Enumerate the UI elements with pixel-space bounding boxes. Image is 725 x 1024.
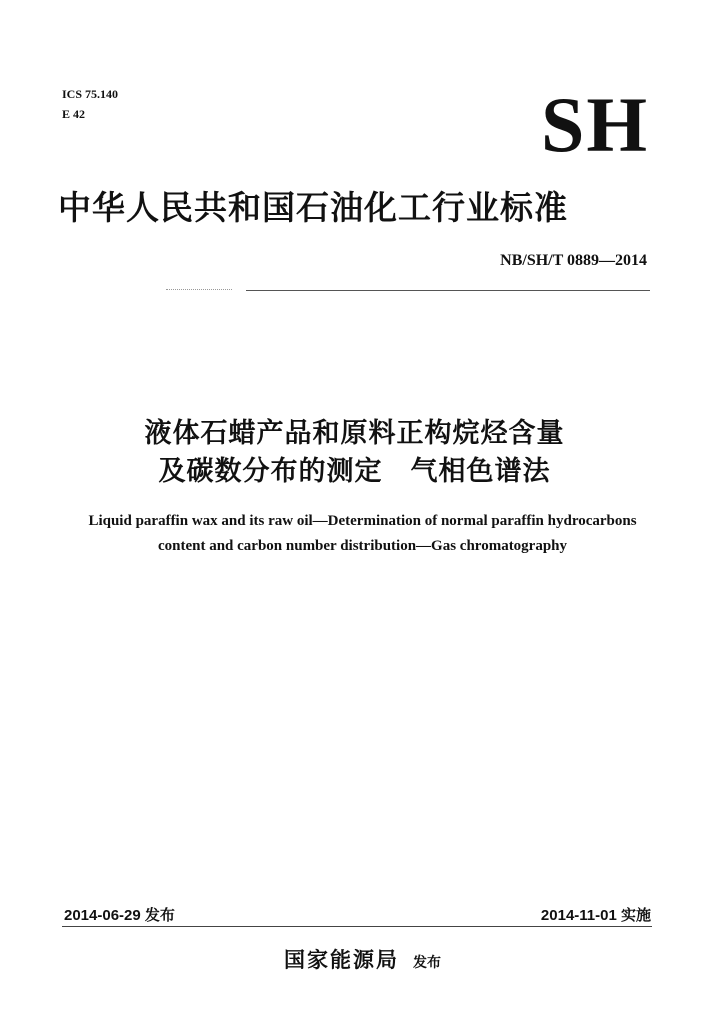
ics-code: ICS 75.140 xyxy=(62,87,119,101)
publisher xyxy=(0,944,725,974)
classification-codes xyxy=(62,84,118,124)
chinese-title-line-1: 液体石蜡产品和原料正构烷烃含量 xyxy=(144,418,565,449)
english-title-line-2: content and carbon number distribution—Gas chromatography xyxy=(157,538,568,554)
divider-dots xyxy=(166,289,232,290)
industry-standard-title: 中华人民共和国石油化工行业标准 xyxy=(58,188,568,227)
header-divider xyxy=(246,290,650,291)
chinese-title-line-2: 及碳数分布的测定 气相色谱法 xyxy=(158,456,551,487)
issue-date: 2014-06-29 发布 xyxy=(64,907,175,924)
ccs-code: E 42 xyxy=(62,107,86,121)
footer-divider xyxy=(62,926,652,927)
english-title-line-1: Liquid paraffin wax and its raw oil—Determination of normal paraffin hydrocarbons xyxy=(88,513,637,529)
standard-number: NB/SH/T 0889—2014 xyxy=(500,252,647,269)
publisher-action: 发布 xyxy=(413,955,441,971)
publisher-name: 国家能源局 xyxy=(284,948,399,972)
implementation-date: 2014-11-01 实施 xyxy=(540,907,651,924)
sh-logo: SH xyxy=(540,81,649,168)
